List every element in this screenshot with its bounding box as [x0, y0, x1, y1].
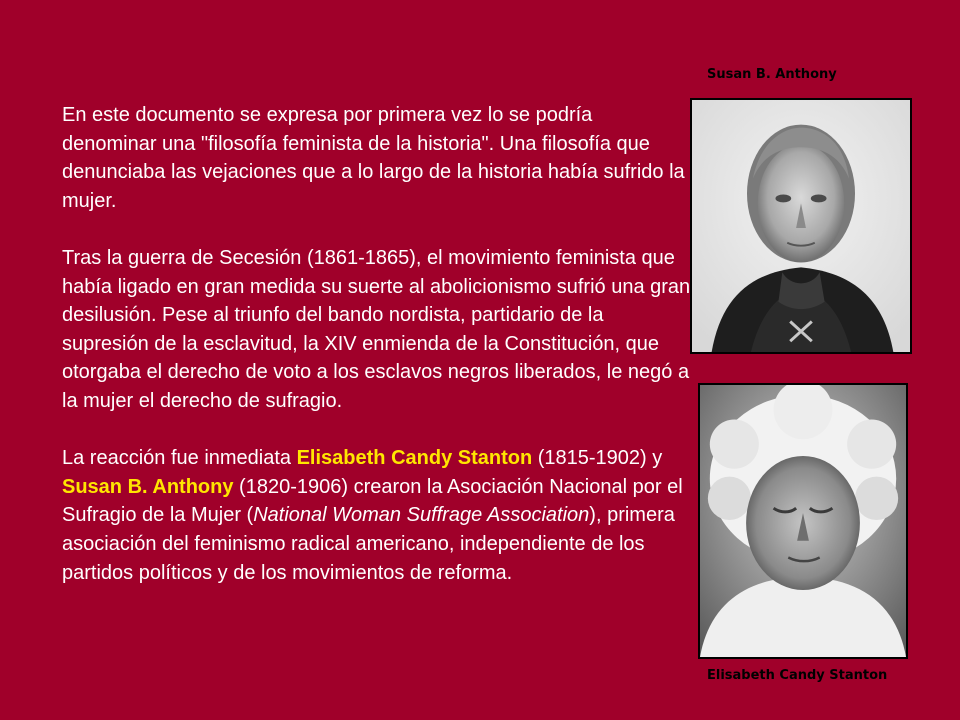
caption-susan-b-anthony: Susan B. Anthony — [707, 67, 837, 82]
portrait-photo-susan-b-anthony — [690, 98, 912, 354]
paragraph-3-text-3: (1820-1906) crearon la Asociación Nacional por el Sufragio de la Mujer ( — [62, 475, 683, 527]
association-name-english: National Woman Suffrage Association — [253, 504, 590, 527]
portrait-photo-elisabeth-candy-stanton — [698, 383, 908, 659]
highlight-name-anthony: Susan B. Anthony — [62, 475, 234, 498]
paragraph-2: Tras la guerra de Secesión (1861-1865), el movimiento feminista que había ligado en gran medida su suerte al abolicionismo sufrió una gran desilusión. Pese al triunfo del bando nordista, partidario de la supresión de la esclavitud, la XIV enmienda de la Constitución, que otorgaba el derecho de voto a los esclavos negros liberados, le negó a la mujer el derecho de sufragio. — [62, 246, 691, 412]
body-text — [62, 101, 692, 587]
paragraph-3-text-2: (1815-1902) y — [532, 447, 663, 470]
caption-elisabeth-candy-stanton: Elisabeth Candy Stanton — [707, 668, 888, 683]
paragraph-3-text-1: La reacción fue inmediata — [62, 447, 297, 470]
paragraph-1: En este documento se expresa por primera vez lo se podría denominar una "filosofía feminista de la historia". Una filosofía que denunciaba las vejaciones que a lo largo de la historia había sufrido la mujer. — [62, 104, 685, 212]
highlight-name-stanton: Elisabeth Candy Stanton — [296, 447, 533, 470]
paragraph-3 — [62, 444, 692, 587]
paragraph-3-text-4: ), primera asociación del feminismo radical americano, independiente de los partidos políticos y de los movimientos de reforma. — [62, 504, 675, 584]
